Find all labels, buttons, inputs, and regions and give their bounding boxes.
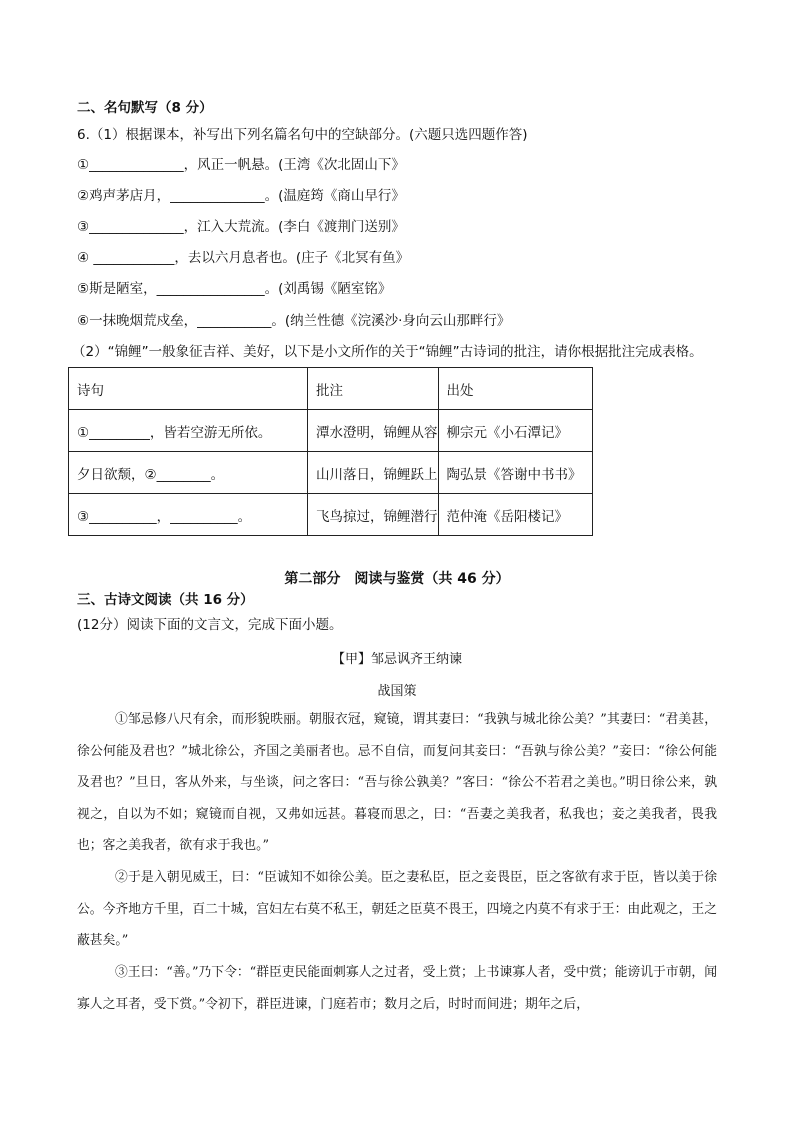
passage-title: 【甲】邹忌讽齐王纳谏 bbox=[331, 652, 462, 667]
part2-title: 第二部分 阅读与鉴赏（共 46 分） bbox=[284, 571, 510, 587]
table-cell: ③__________，__________。 bbox=[69, 494, 308, 536]
table-row bbox=[69, 494, 593, 536]
table-cell: ①_________，皆若空游无所依。 bbox=[69, 410, 308, 452]
table-header-cell: 诗句 bbox=[69, 368, 308, 410]
fill-item-3: ③______________，江入大荒流。(李白《渡荆门送别》 bbox=[77, 219, 405, 235]
reading-instruction: (12分）阅读下面的文言文，完成下面小题。 bbox=[77, 617, 343, 633]
table-cell: 夕日欲颓，②________。 bbox=[69, 452, 308, 494]
table-cell: 飞鸟掠过，锦鲤潜行 bbox=[308, 494, 439, 536]
fill-item-1: ①______________，风正一帆悬。(王湾《次北固山下》 bbox=[77, 157, 405, 173]
table-cell: 陶弘景《答谢中书书》 bbox=[438, 452, 592, 494]
passage-source: 战国策 bbox=[377, 684, 417, 699]
table-row bbox=[69, 452, 593, 494]
passage-paragraph-3: ③王曰：“善。”乃下令：“群臣吏民能面刺寡人之过者，受上赏；上书谏寡人者，受中赏；能谤讥于市朝，闻寡人之耳者，受下赏。”令初下，群臣进谏，门庭若市；数月之后，时时而间进；期年之后， bbox=[77, 965, 717, 1012]
table-cell: 山川落日，锦鲤跃上 bbox=[308, 452, 439, 494]
q6-part2: （2）“锦鲤”一般象征吉祥、美好，以下是小文所作的关于“锦鲤”古诗词的批注，请你根据批注完成表格。 bbox=[72, 344, 703, 360]
table-row bbox=[69, 410, 593, 452]
table-header-cell: 出处 bbox=[438, 368, 592, 410]
fill-item-6: ⑥一抹晚烟荒戍垒，___________。(纳兰性德《浣溪沙·身向云山那畔行》 bbox=[77, 313, 511, 329]
section3-heading: 三、古诗文阅读（共 16 分） bbox=[77, 592, 254, 608]
passage-paragraph-2: ②于是入朝见威王，曰：“臣诚知不如徐公美。臣之妻私臣，臣之妾畏臣，臣之客欲有求于臣，皆以美于徐公。今齐地方千里，百二十城，宫妇左右莫不私王，朝廷之臣莫不畏王，四境之内莫不有求于王：由此观之，王之蔽甚矣。” bbox=[77, 870, 717, 948]
fill-item-2: ②鸡声茅店月，______________。(温庭筠《商山早行》 bbox=[77, 188, 405, 204]
table-cell: 潭水澄明，锦鲤从容 bbox=[308, 410, 439, 452]
table-cell: 范仲淹《岳阳楼记》 bbox=[438, 494, 592, 536]
fill-item-4: ④ ____________，去以六月息者也。(庄子《北冥有鱼》 bbox=[77, 250, 410, 266]
passage-paragraph-1: ①邹忌修八尺有余，而形貌昳丽。朝服衣冠，窥镜，谓其妻曰：“我孰与城北徐公美？”其妻曰：“君美甚，徐公何能及君也？”城北徐公，齐国之美丽者也。忌不自信，而复问其妾曰：“吾孰与徐公美？”妾曰：“徐公何能及君也？”旦日，客从外来，与坐谈，问之客曰：“吾与徐公孰美？”客曰：“徐公不若君之美也。”明日徐公来，孰视之，自以为不如；窥镜而自视，又弗如远甚。暮寝而思之，曰：“吾妻之美我者，私我也；妾之美我者，畏我也；客之美我者，欲有求于我也。” bbox=[77, 712, 717, 853]
table-cell: 柳宗元《小石潭记》 bbox=[438, 410, 592, 452]
q6-intro: 6.（1）根据课本，补写出下列名篇名句中的空缺部分。(六题只选四题作答) bbox=[77, 127, 528, 143]
annotation-table bbox=[68, 367, 593, 536]
fill-item-5: ⑤斯是陋室，________________。(刘禹锡《陋室铭》 bbox=[77, 281, 392, 297]
table-header-row bbox=[69, 368, 593, 410]
section2-heading: 二、名句默写（8 分） bbox=[77, 100, 213, 116]
table-header-cell: 批注 bbox=[308, 368, 439, 410]
